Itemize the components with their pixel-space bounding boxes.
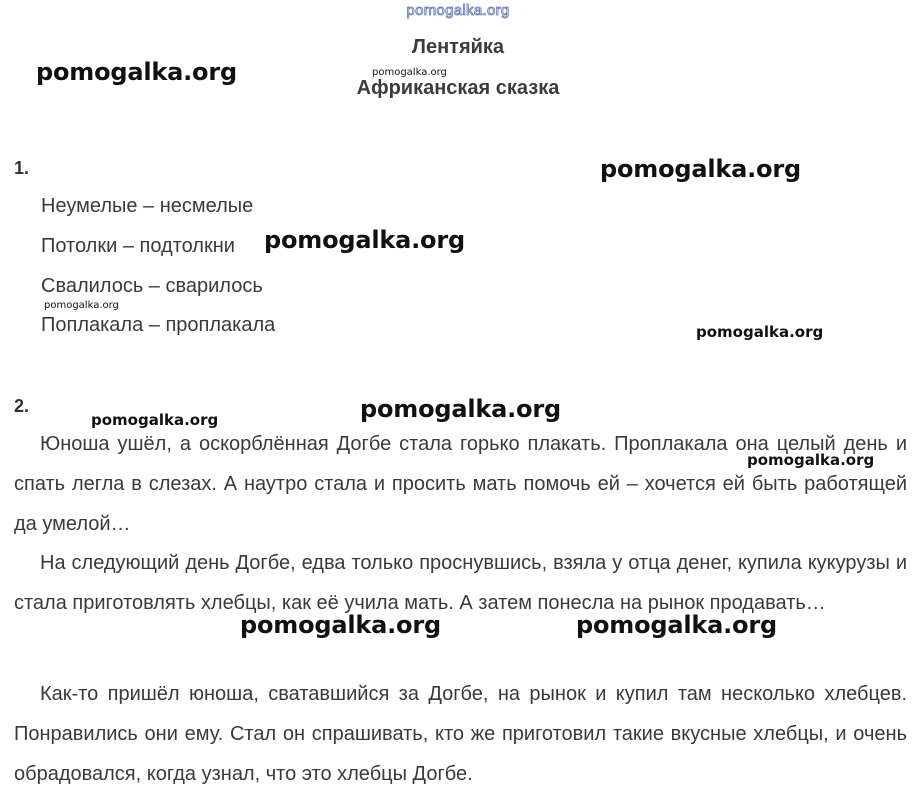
word-pair-4: Поплакала – проплакала bbox=[41, 314, 276, 336]
story-subtitle: Африканская сказка bbox=[356, 77, 560, 99]
paragraph-3-text: Как-то пришёл юноша, сватавшийся за Догбе, на рынок и купил там несколько хлебцев. Понравились они ему. Стал он спрашивать, кто же приготовил такие вкусные хлебцы, и очень обрадовался, когда узнал, что это хлебцы Догбе. bbox=[14, 683, 907, 785]
paragraph-2-text: На следующий день Догбе, едва только проснувшись, взяла у отца денег, купила кукурузы и стала приготовлять хлебцы, как её учила мать. А затем понесла на рынок продавать… bbox=[14, 552, 907, 614]
watermark-10: pomogalka.org bbox=[240, 611, 441, 639]
section-2-number: 2. bbox=[14, 396, 30, 416]
word-pair-1: Неумелые – несмелые bbox=[41, 195, 254, 217]
watermark-8: pomogalka.org bbox=[360, 395, 561, 423]
word-pair-3: Свалилось – сварилось bbox=[41, 275, 263, 297]
watermark-top: pomogalka.org bbox=[406, 2, 510, 19]
section-1-number: 1. bbox=[14, 158, 30, 178]
word-pair-2: Потолки – подтолкни bbox=[41, 235, 235, 257]
watermark-7: pomogalka.org bbox=[91, 411, 219, 429]
watermark-1: pomogalka.org bbox=[36, 58, 237, 86]
watermark-11: pomogalka.org bbox=[576, 611, 777, 639]
story-paragraph-3 bbox=[14, 674, 907, 794]
watermark-9: pomogalka.org bbox=[747, 451, 875, 469]
watermark-5: pomogalka.org bbox=[44, 300, 119, 311]
story-paragraph-1 bbox=[14, 424, 907, 544]
watermark-3: pomogalka.org bbox=[600, 155, 801, 183]
story-title: Лентяйка bbox=[411, 36, 505, 58]
watermark-4: pomogalka.org bbox=[264, 226, 465, 254]
paragraph-1-text: Юноша ушёл, а оскорблённая Догбе стала горько плакать. Проплакала она целый день и спать легла в слезах. А наутро стала и просить мать помочь ей – хочется ей быть работящей да умелой… bbox=[14, 433, 907, 535]
watermark-6: pomogalka.org bbox=[696, 323, 824, 341]
watermark-2: pomogalka.org bbox=[372, 67, 447, 78]
